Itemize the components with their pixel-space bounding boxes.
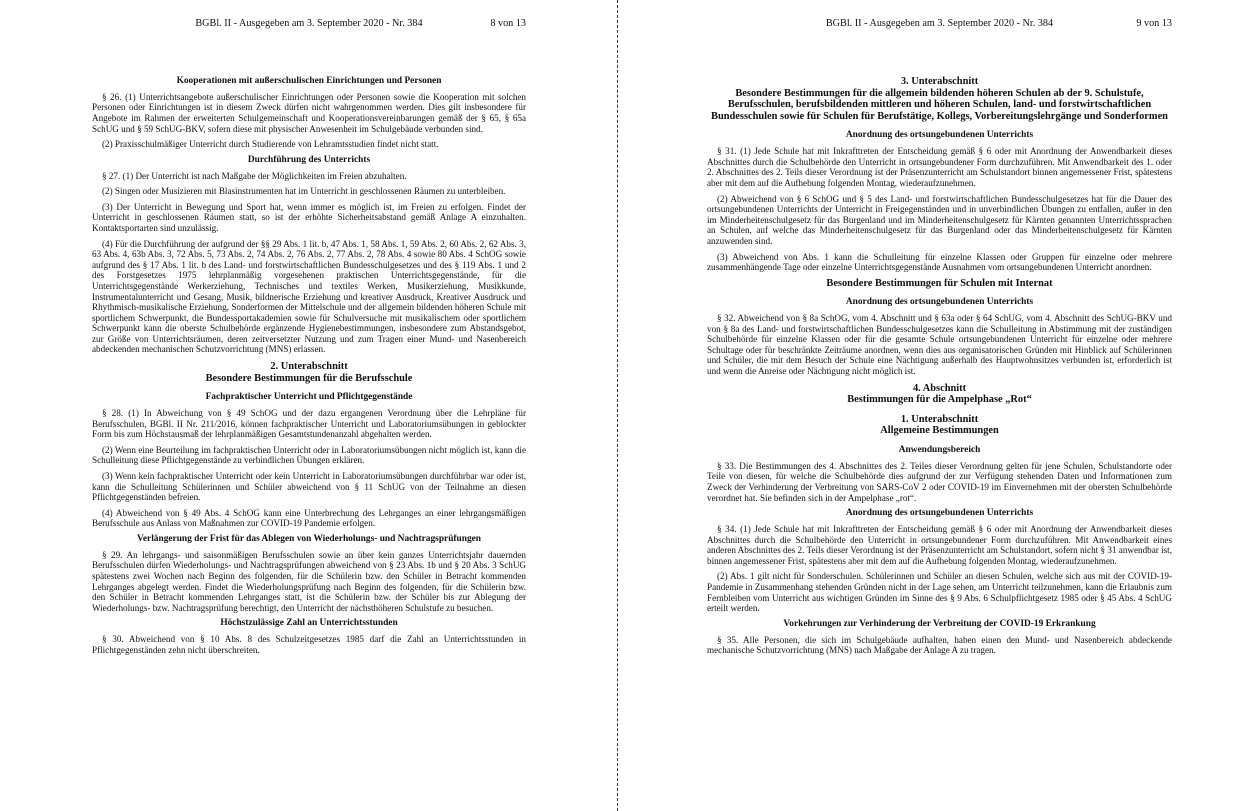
chapter-heading: Besondere Bestimmungen für die Berufsschule [205,372,413,384]
paragraph: (3) Abweichend von Abs. 1 kann die Schulleitung für einzelne Klassen oder Gruppen für einzelne oder mehrere zusammenhängende Tage oder einzelne Unterrichtsgegenstände Ausnahmen vom ortsungebundenen Unterricht anordnen. [707,251,1172,273]
section-heading: Durchführung des Unterrichts [247,154,371,165]
section-heading: Anordnung des ortsungebundenen Unterrichts [845,508,1034,519]
paragraph: (2) Abs. 1 gilt nicht für Sonderschulen. Schülerinnen und Schüler an diesen Schulen, welche sich aus mit der COVID-19-Pandemie in Zusammenhang stehenden Gründen nicht in der Lage sehen, am Unterricht teilzunehmen, kann die Erlaubnis zum Fernbleiben vom Unterricht aus wichtigen Gründen im Sinne des § 9 Abs. 6 Schulpflichtgesetz 1985 oder § 45 Abs. 4 SchUG erteilt werden. [707,571,1172,614]
paragraph: (3) Der Unterricht in Bewegung und Sport hat, wenn immer es möglich ist, im Freien zu erfolgen. Findet der Unterricht in geschlossenen Räumen statt, so ist der erhöhte Sicherheitsabstand gemäß Anlage A einzuhalten. Kontaktsportarten sind unzulässig. [92,201,526,233]
running-title: BGBl. II - Ausgegeben am 3. September 2020 - Nr. 384 [195,18,423,29]
paragraph: § 35. Alle Personen, die sich im Schulgebäude aufhalten, haben einen den Mund- und Nasenbereich abdeckende mechanische Schutzvorrichtung (MNS) nach Maßgabe der Anlage A zu tragen. [707,634,1172,656]
chapter-heading: 4. Abschnitt [912,382,967,394]
paragraph: (2) Praxisschulmäßiger Unterricht durch Studierende von Lehramtsstudien findet nicht statt. [102,139,439,150]
chapter-heading: Allgemeine Bestimmungen [880,425,999,437]
chapter-heading: Besondere Bestimmungen für Schulen mit Internat [826,277,1053,289]
paragraph: § 33. Die Bestimmungen des 4. Abschnittes des 2. Teiles dieser Verordnung gelten für jene Schulen, Schulstandorte oder Teile von diesen, für welche die Schulbehörde dies aufgrund der zur Verfügung stehenden Daten und Informationen zum Zweck der Verhinderung der Verbreitung von SARS-CoV 2 oder COVID-19 im Einvernehmen mit der obersten Schulbehörde verordnet hat. Sie befinden sich in der Ampelphase „rot“. [707,460,1172,503]
page-body [92,76,526,660]
page-body [707,76,1172,661]
section-heading: Fachpraktischer Unterricht und Pflichtgegenstände [205,392,413,403]
paragraph: (2) Wenn eine Beurteilung im fachpraktischen Unterricht oder in Laboratoriumsübungen nicht möglich ist, kann die Schulleitung diese Pflichtgegenstände zu verbindlichen Übungen erklären. [92,444,526,466]
chapter-heading: Bestimmungen für die Ampelphase „Rot“ [847,394,1032,406]
paragraph: § 28. (1) In Abweichung von § 49 SchOG und der dazu ergangenen Verordnung über die Lehrpläne für Berufsschulen, BGBl. II Nr. 211/2016, können fachpraktischer Unterricht und Laboratoriumsübungen in geblockter Form bis zum Höchstausmaß der lehrplanmäßigen Gesamtstundenanzahl abgehalten werden. [92,408,526,440]
section-heading: Kooperationen mit außerschulischen Einrichtungen und Personen [176,76,442,86]
running-head [707,18,1172,32]
section-heading: Anordnung des ortsungebundenen Unterrichts [845,297,1034,308]
section-heading: Anordnung des ortsungebundenen Unterrichts [845,130,1034,141]
section-heading: Vorkehrungen zur Verhinderung der Verbreitung der COVID-19 Erkrankung [783,618,1096,629]
paragraph: § 32. Abweichend von § 8a SchOG, vom 4. Abschnitt und § 63a oder § 64 SchUG, vom 4. Abschnitt des SchUG-BKV und von § 8a des Land- und forstwirtschaftlichen Bundesschulgesetzes kann die Schulleitung in Abstimmung mit der zuständigen Schulbehörde für einzelne Klassen oder für die gesamte Schule ortsungebundenen Unterricht für einzelne oder mehrere Schultage oder für beschränkte Zeiträume anordnen, wenn dies aus organisatorischen Gründen mit Hinblick auf Schülerinnen und Schüler, die mit dem Besuch der Schule eine Nächtigung außerhalb des Hauptwohnsitzes verbunden ist, erforderlich ist und wenn die Anreise oder Nächtigung nicht möglich ist. [707,313,1172,377]
page-number: 8 von 13 [490,18,526,29]
page-divider [617,0,618,811]
chapter-heading: Besondere Bestimmungen für die allgemein bildenden höheren Schulen ab der 9. Schulstufe, Berufsschulen, berufsbildenden mittleren und höheren Schulen, land- und forstwirtschaftlichen Bundesschulen sowie für Schulen für Berufstätige, Kollegs, Vorbereitungslehrgänge und Sonderformen [711,87,1168,122]
paragraph: § 34. (1) Jede Schule hat mit Inkrafttreten der Entscheidung gemäß § 6 oder mit Anordnung der Anwendbarkeit dieses Abschnittes durch die Schulbehörde den Unterricht in ortsungebundener Form durchzuführen. Mit Anwendbarkeit eines anderen Abschnittes des 2. Teils dieser Verordnung ist der Präsenzunterricht am Schulstandort, sofern nicht § 31 anwendbar ist, binnen angemessener Frist, spätestens aber mit dem auf die Aufhebung folgenden Montag, wiederaufzunehmen. [707,524,1172,566]
paragraph: (2) Singen oder Musizieren mit Blasinstrumenten hat im Unterricht in geschlossenen Räumen zu unterbleiben. [102,186,506,197]
running-title: BGBl. II - Ausgegeben am 3. September 2020 - Nr. 384 [825,18,1054,29]
document-page-right [707,0,1172,811]
paragraph: (4) Für die Durchführung der aufgrund der §§ 29 Abs. 1 lit. b, 47 Abs. 1, 58 Abs. 1, 59 Abs. 2, 60 Abs. 2, 62 Abs. 3, 63 Abs. 4, 63b Abs. 3, 72 Abs. 5, 73 Abs. 2, 74 Abs. 2, 76 Abs. 2, 77 Abs. 2, 78 Abs. 4 sowie 80 Abs. 4 SchOG sowie aufgrund des § 17 Abs. 1 lit. b des Land- und forstwirtschaftlichen Bundesschulgesetzes und des § 119 Abs. 1 und 2 des Forstgesetzes 1975 lehrplanmäßig vorgesehenen praktischen Unterrichtsgegenstände, für die Unterrichtsgegenstände Werkerziehung, Technisches und textiles Werken, Musikerziehung, Musikkunde, Instrumentalunterricht und Gesang, Musik, bildnerische Erziehung und kreativer Ausdruck, Kreativer Ausdruck und Rhythmisch-musikalische Erziehung, Sonderformen der Mittelschule und der allgemein bildenden höheren Schule mit sportlichem Schwerpunkt, die Bundessportakademien sowie für Schulversuche mit musikalischem oder sportlichem Schwerpunkt kann die oberste Schulbehörde ergänzende Hygienebestimmungen, insbesondere zum Abstandsgebot, zur Größe von Unterrichtsräumen, deren zeitversetzter Nutzung und zum Tragen einer Mund- und Nasenbereich abdeckenden mechanischen Schutzvorrichtung (MNS) erlassen. [92,238,526,355]
section-heading: Höchstzulässige Zahl an Unterrichtsstunden [220,618,398,629]
section-heading: Verlängerung der Frist für das Ablegen von Wiederholungs- und Nachtragsprüfungen [136,533,482,544]
paragraph: § 29. An lehrgangs- und saisonmäßigen Berufsschulen sowie an über kein ganzes Unterrichtsjahr dauernden Berufsschulen dürfen Wiederholungs- und Nachtragsprüfungen abweichend von § 23 Abs. 1b und § 20 Abs. 3 SchUG spätestens zwei Wochen nach Beginn des folgenden, für die Schülerin bzw. den Schüler in Betracht kommenden Lehrganges abgelegt werden. Findet die Wiederholungsprüfung nach Beginn des folgenden, für die Schülerin bzw. den Schüler in Betracht kommenden Lehrganges statt, ist die Schülerin bzw. der Schüler bis zur Ablegung der Wiederholungs- bzw. Nachtragsprüfung berechtigt, den Unterricht der nächsthöheren Schulstufe zu besuchen. [92,549,526,613]
running-head [92,18,526,32]
chapter-heading: 2. Unterabschnitt [270,361,348,373]
chapter-heading: 1. Unterabschnitt [900,413,979,425]
page-number: 9 von 13 [1136,18,1172,29]
chapter-heading: 3. Unterabschnitt [900,76,979,87]
paragraph: § 30. Abweichend von § 10 Abs. 8 des Schulzeitgesetzes 1985 darf die Zahl an Unterrichtsstunden in Pflichtgegenständen zehn nicht überschreiten. [92,634,526,655]
paragraph: § 26. (1) Unterrichtsangebote außerschulischer Einrichtungen oder Personen sowie die Kooperation mit solchen Personen oder Einrichtungen ist in diesem Zweck dürfen nicht wahrgenommen werden. Dies gilt insbesondere für Angebote im Rahmen der erweiterten Schulgemeinschaft und Kooperationsvereinbarungen gemäß der § 65, § 65a SchUG und § 59 SchUG-BKV, sofern diese mit physischer Anwesenheit im Schulgebäude verbunden sind. [92,91,526,134]
paragraph: (2) Abweichend von § 6 SchOG und § 5 des Land- und forstwirtschaftlichen Bundesschulgesetzes hat für die Dauer des ortsungebundenen Unterrichts der Unterricht in Freigegenständen und in unverbindlichen Übungen zu entfallen, außer in den im Minderheitenschulgesetz für das Burgenland und im Minderheitenschulgesetz für Kärnten genannten Unterrichtssprachen an Schulen, auf welche das Minderheitenschulgesetz für das Burgenland oder das Minderheitenschulgesetz für Kärnten anzuwenden sind. [707,193,1172,246]
paragraph: § 27. (1) Der Unterricht ist nach Maßgabe der Möglichkeiten im Freien abzuhalten. [102,170,407,181]
section-heading: Anwendungsbereich [898,445,981,456]
paragraph: § 31. (1) Jede Schule hat mit Inkrafttreten der Entscheidung gemäß § 6 oder mit Anordnung der Anwendbarkeit dieses Abschnittes durch die Schulbehörde den Unterricht in ortsungebundener Form durchzuführen. Mit Anwendbarkeit des 1. oder 2. Abschnittes des 2. Teils dieser Verordnung ist der Präsenzunterricht am Schulstandort binnen angemessener Frist, spätestens aber mit dem auf die Aufhebung folgenden Montag, wiederaufzunehmen. [707,146,1172,188]
paragraph: (3) Wenn kein fachpraktischer Unterricht oder kein Unterricht in Laboratoriumsübungen durchführbar war oder ist, kann die Schulleitung Schülerinnen und Schüler abweichend von § 11 SchUG von der Teilnahme an diesen Pflichtgegenständen befreien. [92,471,526,503]
paragraph: (4) Abweichend von § 49 Abs. 4 SchOG kann eine Unterbrechung des Lehrganges an einer lehrgangsmäßigen Berufsschule aus Anlass von Maßnahmen zur COVID-19 Pandemie erfolgen. [92,507,526,529]
document-page-left [92,0,526,811]
